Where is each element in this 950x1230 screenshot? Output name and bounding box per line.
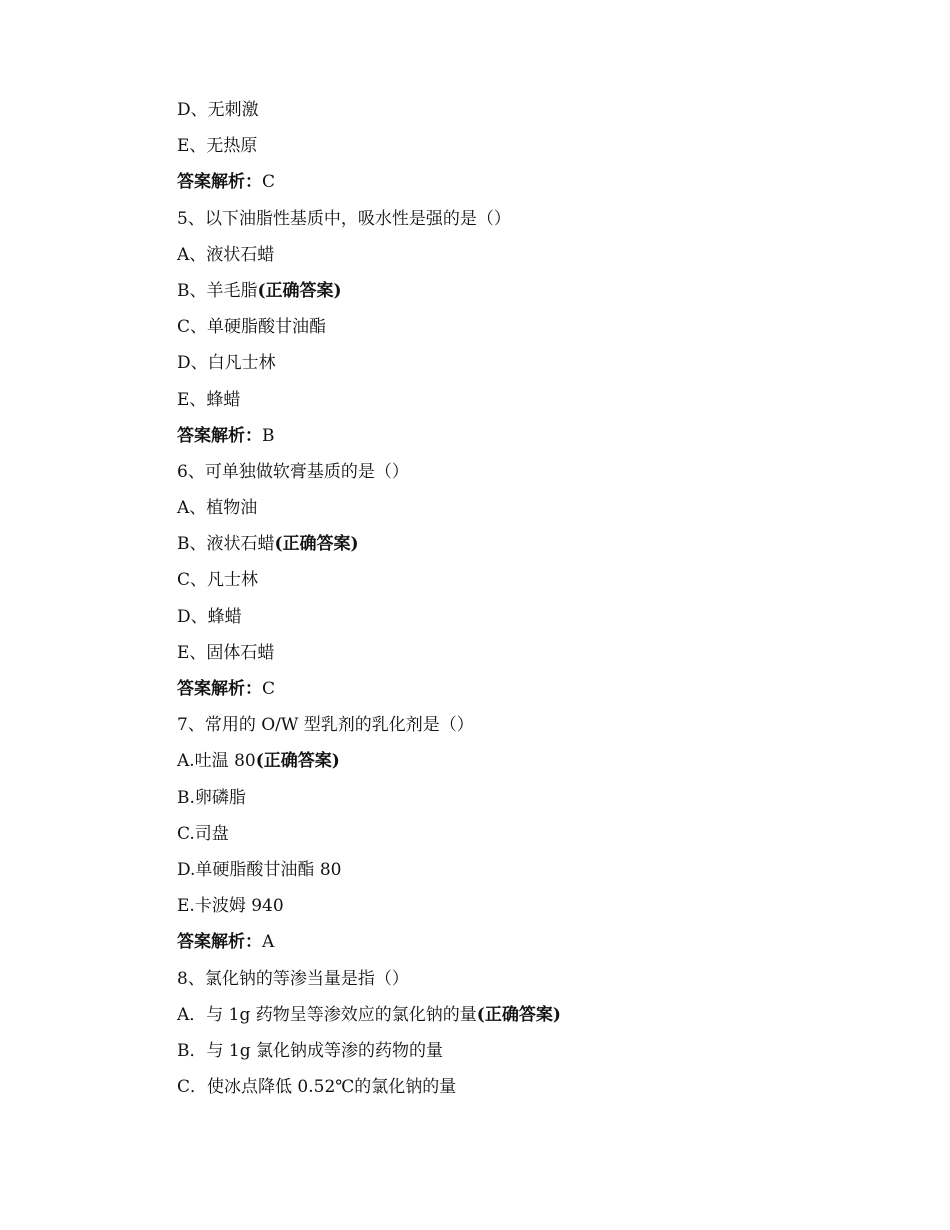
option-text: E、蜂蜡: [177, 389, 241, 410]
question-text: 6、可单独做软膏基质的是（）: [177, 461, 409, 482]
answer-label: 答案解析：: [177, 932, 262, 953]
option-text: A、植物油: [177, 498, 258, 519]
option-text: A．与 1g 药物呈等渗效应的氯化钠的量: [177, 1004, 477, 1025]
option-line: [177, 816, 897, 852]
option-line: [177, 780, 897, 816]
option-text: E、无热原: [177, 136, 258, 157]
option-line: [177, 562, 897, 598]
answer-line: [177, 418, 897, 454]
option-text: B.卵磷脂: [177, 787, 246, 808]
question-text: 8、氯化钠的等渗当量是指（）: [177, 968, 409, 989]
option-text: D、无刺激: [177, 100, 259, 120]
document-body: [177, 92, 897, 1105]
answer-value: C: [262, 172, 276, 193]
option-text: C.司盘: [177, 823, 229, 844]
option-text: C、单硬脂酸甘油酯: [177, 317, 327, 338]
option-line: [177, 382, 897, 418]
question-line: [177, 454, 897, 490]
option-line: [177, 273, 897, 309]
question-text: 5、以下油脂性基质中，吸水性是强的是（）: [177, 208, 511, 229]
answer-value: B: [262, 425, 275, 446]
answer-value: A: [262, 932, 275, 953]
correct-answer-mark: (正确答案): [274, 534, 359, 555]
option-line: [177, 309, 897, 345]
option-line: [177, 1033, 897, 1069]
option-text: B．与 1g 氯化钠成等渗的药物的量: [177, 1040, 443, 1061]
option-line: [177, 997, 897, 1033]
answer-line: [177, 671, 897, 707]
answer-label: 答案解析：: [177, 172, 262, 193]
option-text: B、羊毛脂: [177, 280, 258, 301]
option-line: [177, 743, 897, 779]
option-text: C、凡士林: [177, 570, 259, 591]
option-text: B、液状石蜡: [177, 534, 275, 555]
option-text: A、液状石蜡: [177, 244, 275, 265]
answer-line: [177, 924, 897, 960]
option-text: A.吐温 80: [177, 751, 256, 772]
correct-answer-mark: (正确答案): [476, 1004, 561, 1025]
option-line: [177, 1069, 897, 1105]
question-line: [177, 707, 897, 743]
option-text: D.单硬脂酸甘油酯 80: [177, 859, 342, 880]
option-text: E、固体石蜡: [177, 642, 275, 663]
option-line: [177, 128, 897, 164]
option-line: [177, 635, 897, 671]
question-line: [177, 201, 897, 237]
option-line: [177, 237, 897, 273]
option-line: [177, 888, 897, 924]
correct-answer-mark: (正确答案): [257, 280, 342, 301]
answer-value: C: [262, 679, 276, 699]
answer-label: 答案解析：: [177, 679, 262, 699]
correct-answer-mark: (正确答案): [255, 751, 340, 772]
question-text: 7、常用的 O/W 型乳剂的乳化剂是（）: [177, 715, 474, 736]
option-line: [177, 345, 897, 381]
option-line: [177, 92, 897, 128]
option-text: D、蜂蜡: [177, 606, 242, 627]
option-line: [177, 526, 897, 562]
question-line: [177, 961, 897, 997]
option-line: [177, 599, 897, 635]
answer-label: 答案解析：: [177, 425, 262, 446]
option-line: [177, 490, 897, 526]
option-text: D、白凡士林: [177, 353, 276, 374]
answer-line: [177, 164, 897, 200]
option-text: C．使冰点降低 0.52℃的氯化钠的量: [177, 1077, 457, 1098]
option-line: [177, 852, 897, 888]
option-text: E.卡波姆 940: [177, 896, 284, 917]
